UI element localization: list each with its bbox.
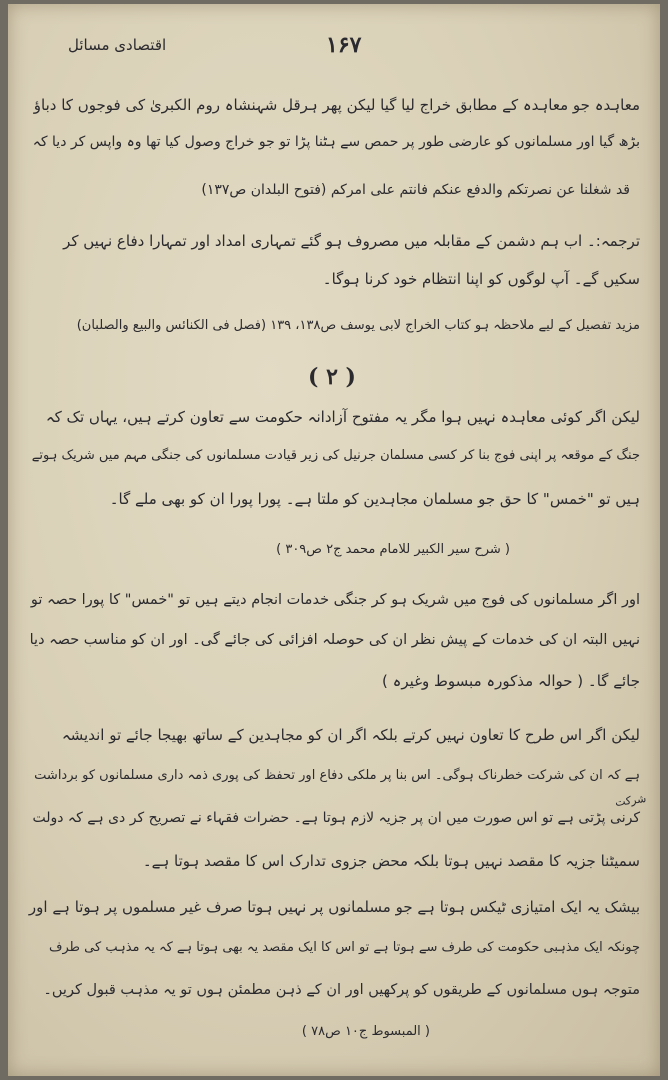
translation-line: ترجمہ:۔ اب ہم دشمن کے مقابلہ میں مصروف ہو گئے تمہاری امداد اور تمہارا دفاع نہیں کر [63, 232, 640, 250]
text-line: چونکہ ایک مذہبی حکومت کی طرف سے ہوتا ہے تو اس کا ایک مقصد یہ بھی ہوتا ہے کہ یہ مذہب کی طرف [49, 940, 640, 955]
reference-line: مزید تفصیل کے لیے ملاحظہ ہو کتاب الخراج لابی یوسف ص۱۳۸، ۱۳۹ (فصل فی الکنائس والبیع والصلبان) [76, 318, 640, 333]
text-line: ہیں تو "خمس" کا حق جو مسلمان مجاہدین کو ملتا ہے۔ پورا پورا ان کو بھی ملے گا۔ [109, 490, 640, 508]
arabic-quote: قد شغلنا عن نصرتکم والدفع عنکم فانتم علی امرکم (فتوح البلدان ص۱۳۷) [201, 182, 630, 198]
translation-line: سکیں گے۔ آپ لوگوں کو اپنا انتظام خود کرنا ہوگا۔ [322, 270, 640, 288]
citation: ( المبسوط ج۱۰ ص۷۸ ) [301, 1024, 430, 1039]
text-line: لیکن اگر کوئی معاہدہ نہیں ہوا مگر یہ مفتوح آزادانہ حکومت سے تعاون کرتے ہیں، یہاں تک کہ [45, 408, 640, 426]
citation: ( شرح سیر الکبیر للامام محمد ج۲ ص۳۰۹ ) [276, 542, 510, 557]
text-line: کرنی پڑتی ہے تو اس صورت میں ان پر جزیہ لازم ہوتا ہے۔ حضرات فقہاء نے تصریح کر دی ہے کہ دولت [32, 810, 640, 826]
running-head: اقتصادی مسائل [68, 36, 167, 54]
text-line: متوجہ ہوں مسلمانوں کے طریقوں کو پرکھیں اور ان کے ذہن مطمئن ہوں تو یہ مذہب قبول کریں۔ [43, 982, 640, 998]
text-line: سمیٹنا جزیہ کا مقصد نہیں ہوتا بلکہ محض جزوی تدارک اس کا مقصد ہوتا ہے۔ [142, 852, 640, 870]
text-line: لیکن اگر اس طرح کا تعاون نہیں کرتے بلکہ اگر ان کو مجاہدین کے ساتھ بھیجا جائے تو اندیشہ [61, 726, 640, 744]
text-line: اور اگر مسلمانوں کی فوج میں شریک ہو کر جنگی خدمات انجام دیتے ہیں تو "خمس" کا پورا حصہ تو [30, 592, 640, 608]
text-line: جائے گا۔ ( حوالہ مذکورہ مبسوط وغیرہ ) [381, 672, 640, 690]
document-page [8, 4, 660, 1076]
text-line: ہے کہ ان کی شرکت خطرناک ہوگی۔ اس بنا پر ملکی دفاع اور تحفظ کی پوری ذمہ داری مسلمانوں کو برداشت [34, 768, 640, 783]
page-number: ۱۶۷ [326, 32, 362, 58]
text-line: بڑھ گیا اور مسلمانوں کو عارضی طور پر حمص سے ہٹنا پڑا تو جو خراج وصول کیا تھا وہ واپس کر دیا کہ [32, 134, 640, 150]
text-line: نہیں البتہ ان کی خدمات کے پیش نظر ان کی حوصلہ افزائی کی جائے گی۔ اور ان کو مناسب حصہ دیا [29, 632, 640, 648]
text-line: بیشک یہ ایک امتیازی ٹیکس ہوتا ہے جو مسلمانوں پر نہیں ہوتا صرف غیر مسلموں پر ہوتا ہے اور [28, 898, 640, 916]
page-header [8, 32, 660, 62]
margin-note: شرکت [613, 791, 647, 810]
section-number: ( ۲ ) [308, 364, 356, 390]
text-line: معاہدہ جو معاہدہ کے مطابق خراج لیا گیا لیکن پھر ہرقل شہنشاہ روم الکبریٰ کی فوجوں کا دباؤ [33, 96, 640, 114]
text-line: جنگ کے موقعہ پر اپنی فوج بنا کر کسی مسلمان جرنیل کی زیر قیادت مسلمانوں کی جنگی مہم میں شریک ہوتے [31, 448, 640, 463]
